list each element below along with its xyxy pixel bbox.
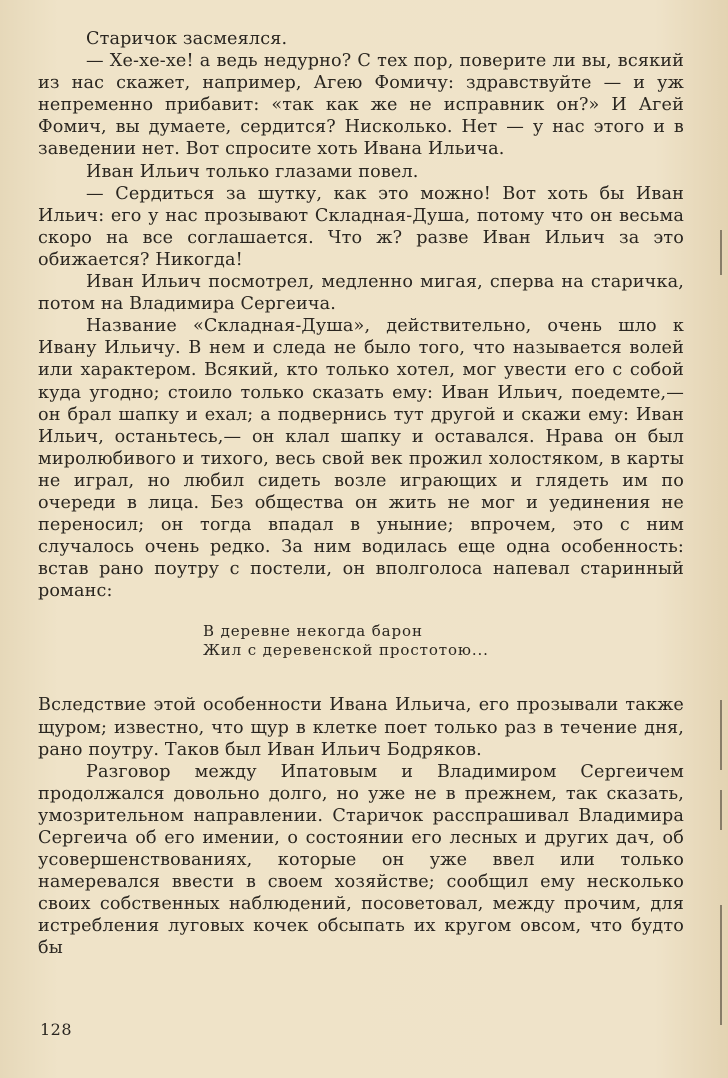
- paragraph: Разговор между Ипатовым и Владимиром Сергеичем продолжался довольно долго, но уже не в прежнем, так сказать, умозрительном направлении. Старичок расспрашивал Владимира Сергеича об его имении, о состоянии его лесных и других дач, об усовершенствованиях, которые он уже ввел или только намеревался ввести в своем хозяйстве; сообщил ему несколько своих собственных наблюдений, посоветовал, между прочим, для истребления луговых кочек обсыпать их кругом овсом, что будто бы: [38, 761, 684, 959]
- paragraph: Вследствие этой особенности Ивана Ильича, его прозывали также щуром; известно, что щур в клетке поет только раз в течение дня, рано поутру. Таков был Иван Ильич Бодряков.: [38, 695, 684, 760]
- verse-line: В деревне некогда барон: [203, 622, 423, 641]
- paragraph: Старичок засмеялся.: [86, 29, 288, 49]
- verse-quote: [203, 622, 684, 660]
- verse-line: Жил с деревенской простотою...: [203, 641, 489, 660]
- page-edge-mark: [720, 700, 722, 770]
- paragraph: Название «Складная-Душа», действительно, очень шло к Ивану Ильичу. В нем и следа не было того, что называется волей или характером. Всякий, кто только хотел, мог увести его с собой куда угодно; стоило только сказать ему: Иван Ильич, поедемте,— он брал шапку и ехал; а подвернись тут другой и скажи ему: Иван Ильич, останьтесь,— он клал шапку и оставался. Нрава он был миролюбивого и тихого, весь свой век прожил холостяком, в карты не играл, но любил сидеть возле играющих и глядеть им по очереди в лица. Без общества он жить не мог и уединения не переносил; он тогда впадал в уныние; впрочем, это с ним случалось очень редко. За ним водилась еще одна особенность: встав рано поутру с постели, он вполголоса напевал старинный романс:: [38, 316, 684, 602]
- paragraph: Иван Ильич только глазами повел.: [86, 161, 419, 182]
- paragraph: Иван Ильич посмотрел, медленно мигая, сперва на старичка, потом на Владимира Сергеича.: [38, 272, 684, 315]
- paragraph: — Хе-хе-хе! а ведь недурно? С тех пор, поверите ли вы, всякий из нас скажет, например, Агею Фомичу: здравствуйте — и уж непременно прибавит: «так как же не исправник он?» И Агей Фомич, вы думаете, сердится? Нисколько. Нет — у нас этого и в заведении нет. Вот спросите хоть Ивана Ильича.: [38, 51, 684, 160]
- body-text: [38, 28, 684, 960]
- page-edge-mark: [720, 790, 722, 830]
- page-number: 128: [40, 1020, 73, 1039]
- page-edge-mark: [720, 905, 722, 1025]
- paragraph: — Сердиться за шутку, как это можно! Вот хоть бы Иван Ильич: его у нас прозывают Складная-Душа, потому что он весьма скоро на все соглашается. Что ж? разве Иван Ильич за это обижается? Никогда!: [38, 183, 684, 270]
- page-edge-mark: [720, 230, 722, 275]
